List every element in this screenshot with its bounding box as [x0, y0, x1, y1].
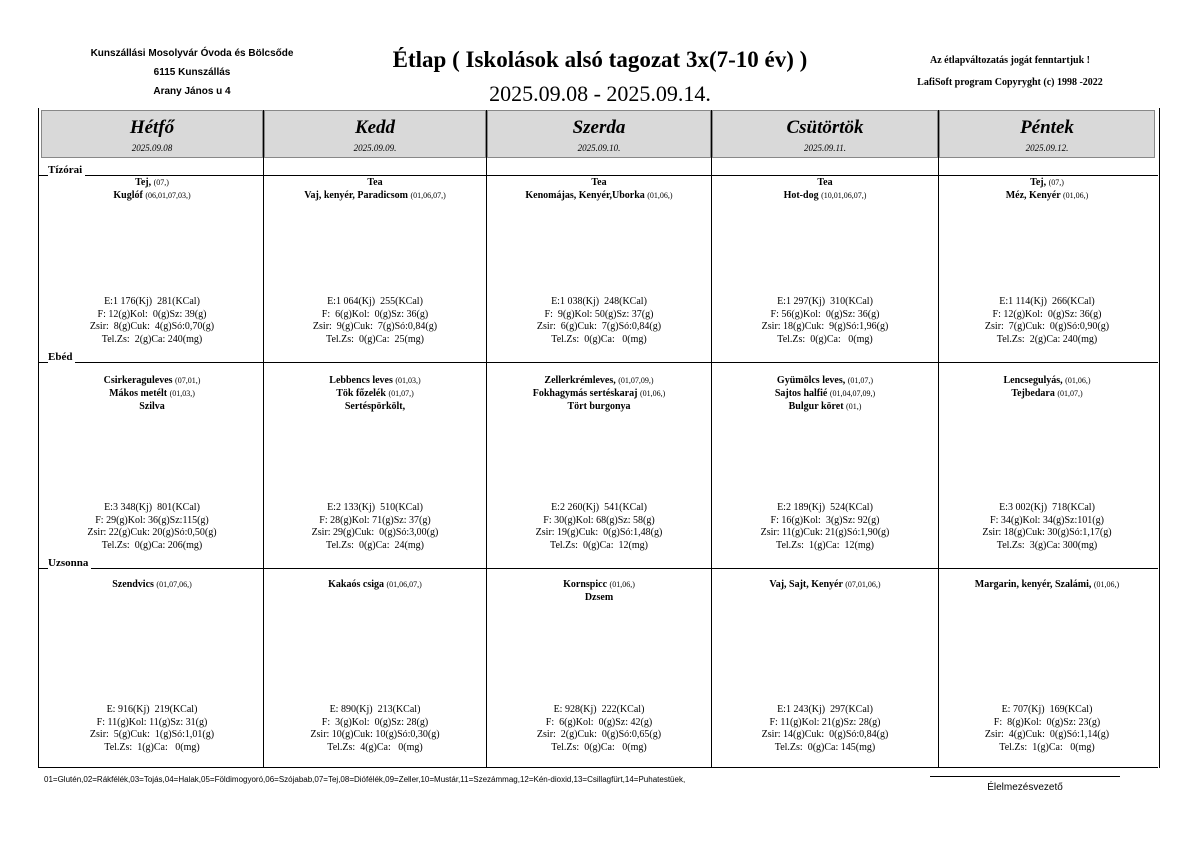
nutrition-line: Tel.Zs: 0(g)Ca: 12(mg) [550, 539, 648, 551]
allergen-codes: (07,) [153, 178, 169, 187]
food-item [940, 578, 1154, 591]
food-name: Tej, [1030, 177, 1047, 188]
nutrition-info [713, 704, 937, 754]
food-name: Lencsegulyás, [1003, 375, 1063, 386]
allergen-codes: (01,03,) [169, 389, 195, 398]
meal-items [42, 374, 262, 413]
allergen-codes: (01,04,07,09,) [829, 389, 876, 398]
food-item [488, 189, 710, 202]
meal-items [265, 374, 485, 413]
allergen-codes: (01,06,) [1093, 580, 1120, 589]
meal-items [42, 578, 262, 591]
food-name: Zellerkrémleves, [544, 375, 616, 386]
allergen-codes: (06,01,07,03,) [145, 191, 191, 200]
food-item [713, 176, 937, 189]
food-name: Tea [367, 177, 383, 188]
allergen-codes: (01,07,) [388, 389, 414, 398]
column-divider [711, 110, 712, 767]
nutrition-line: E: 928(Kj) 222(KCal) [553, 704, 645, 715]
meal-items [940, 578, 1154, 591]
meal-items [265, 578, 485, 591]
food-item [488, 591, 710, 604]
nutrition-line: E: 890(Kj) 213(KCal) [329, 704, 421, 715]
nutrition-line: Zsir: 11(g)Cuk: 21(g)Só:1,90(g) [760, 527, 890, 538]
day-name: Szerda [572, 117, 626, 138]
nutrition-info [42, 502, 262, 552]
food-item [488, 400, 710, 413]
meal-items [488, 374, 710, 413]
nutrition-line: Zsir: 4(g)Cuk: 0(g)Só:1,14(g) [984, 729, 1110, 740]
meal-row-divider [38, 568, 1158, 569]
food-item [265, 189, 485, 202]
nutrition-line: F: 6(g)Kol: 0(g)Sz: 36(g) [321, 308, 429, 320]
nutrition-line: F: 8(g)Kol: 0(g)Sz: 23(g) [993, 716, 1101, 728]
food-item [42, 176, 262, 189]
nutrition-info [265, 704, 485, 754]
nutrition-line: Tel.Zs: 0(g)Ca: 25(mg) [326, 333, 424, 345]
nutrition-line: E:1 114(Kj) 266(KCal) [999, 296, 1095, 307]
meal-items [42, 176, 262, 202]
allergen-codes: (01,06,07,) [386, 580, 422, 589]
nutrition-line: F: 9(g)Kol: 50(g)Sz: 37(g) [544, 308, 654, 320]
nutrition-info [940, 296, 1154, 346]
day-name: Kedd [354, 117, 396, 138]
nutrition-line: Zsir: 2(g)Cuk: 0(g)Só:0,65(g) [536, 729, 662, 740]
nutrition-line: E:3 002(Kj) 718(KCal) [999, 502, 1095, 513]
food-item [42, 578, 262, 591]
food-item [713, 578, 937, 591]
nutrition-line: Tel.Zs: 0(g)Ca: 0(mg) [551, 741, 647, 753]
menu-table-bottom-border [38, 767, 1158, 768]
nutrition-line: Tel.Zs: 0(g)Ca: 145(mg) [774, 741, 876, 753]
nutrition-line: E:2 260(Kj) 541(KCal) [551, 502, 647, 513]
nutrition-line: E: 916(Kj) 219(KCal) [106, 704, 198, 715]
food-name: Sajtos halfié [774, 388, 828, 399]
column-divider [263, 110, 264, 767]
header-notices [860, 50, 1160, 94]
day-header [487, 110, 711, 158]
nutrition-line: Tel.Zs: 1(g)Ca: 12(mg) [776, 539, 874, 551]
nutrition-line: Zsir: 29(g)Cuk: 0(g)Só:3,00(g) [311, 527, 439, 538]
nutrition-line: F: 29(g)Kol: 36(g)Sz:115(g) [95, 514, 209, 526]
change-notice: Az étlapváltozatás jogát fenntartjuk ! [930, 55, 1090, 66]
allergen-codes: (07,01,) [175, 376, 201, 385]
nutrition-info [42, 296, 262, 346]
allergen-codes: (01,07,09,) [618, 376, 654, 385]
nutrition-line: Zsir: 18(g)Cuk: 9(g)Só:1,96(g) [761, 321, 889, 332]
nutrition-line: Tel.Zs: 0(g)Ca: 0(mg) [551, 333, 647, 345]
nutrition-line: Tel.Zs: 3(g)Ca: 300(mg) [996, 539, 1098, 551]
nutrition-line: Zsir: 14(g)Cuk: 0(g)Só:0,84(g) [761, 729, 889, 740]
column-divider [486, 110, 487, 767]
allergen-codes: (01,06,) [639, 389, 666, 398]
food-item [713, 374, 937, 387]
food-item [488, 176, 710, 189]
day-date: 2025.09.11. [803, 143, 847, 153]
food-item [940, 176, 1154, 189]
nutrition-line: Zsir: 18(g)Cuk: 30(g)Só:1,17(g) [982, 527, 1112, 538]
nutrition-info [940, 502, 1154, 552]
nutrition-line: Tel.Zs: 1(g)Ca: 0(mg) [999, 741, 1095, 753]
meal-items [713, 578, 937, 591]
nutrition-info [42, 704, 262, 754]
day-header [939, 110, 1155, 158]
nutrition-line: E:1 176(Kj) 281(KCal) [104, 296, 200, 307]
nutrition-line: Zsir: 22(g)Cuk: 20(g)Só:0,50(g) [87, 527, 217, 538]
food-name: Szendvics [112, 579, 154, 590]
nutrition-line: Tel.Zs: 4(g)Ca: 0(mg) [327, 741, 423, 753]
nutrition-line: E:3 348(Kj) 801(KCal) [104, 502, 200, 513]
day-header [41, 110, 263, 158]
header-organization [62, 44, 322, 101]
allergen-codes: (01,07,06,) [156, 580, 192, 589]
nutrition-line: E:1 297(Kj) 310(KCal) [777, 296, 873, 307]
nutrition-line: Tel.Zs: 2(g)Ca: 240(mg) [101, 333, 203, 345]
food-item [42, 189, 262, 202]
nutrition-line: Zsir: 6(g)Cuk: 7(g)Só:0,84(g) [536, 321, 662, 332]
food-name: Lebbencs leves [329, 375, 393, 386]
nutrition-info [488, 704, 710, 754]
nutrition-line: E:2 189(Kj) 524(KCal) [777, 502, 873, 513]
food-name: Méz, Kenyér [1005, 190, 1061, 201]
nutrition-line: F: 56(g)Kol: 0(g)Sz: 36(g) [770, 308, 880, 320]
nutrition-line: Zsir: 7(g)Cuk: 0(g)Só:0,90(g) [984, 321, 1110, 332]
day-date: 2025.09.10. [577, 143, 621, 153]
allergen-codes: (01,03,) [395, 376, 421, 385]
day-header [264, 110, 486, 158]
food-name: Tea [591, 177, 607, 188]
meal-row-divider [38, 362, 1158, 363]
day-name: Hétfő [129, 117, 175, 138]
meal-items [488, 578, 710, 604]
nutrition-line: Tel.Zs: 0(g)Ca: 0(mg) [777, 333, 873, 345]
day-name: Péntek [1020, 117, 1074, 138]
food-item [42, 400, 262, 413]
nutrition-line: Tel.Zs: 0(g)Ca: 206(mg) [101, 539, 203, 551]
meal-items [940, 374, 1154, 400]
meal-items [940, 176, 1154, 202]
food-item [940, 189, 1154, 202]
nutrition-line: F: 34(g)Kol: 34(g)Sz:101(g) [990, 514, 1104, 526]
nutrition-line: F: 30(g)Kol: 68(g)Sz: 58(g) [543, 514, 655, 526]
allergen-codes: (01,) [846, 402, 862, 411]
nutrition-line: F: 16(g)Kol: 3(g)Sz: 92(g) [770, 514, 880, 526]
allergen-codes: (01,06,) [1065, 376, 1091, 385]
allergen-codes: (07,01,06,) [845, 580, 881, 589]
food-name: Vaj, kenyér, Paradicsom [304, 190, 408, 201]
allergen-codes: (01,06,) [609, 580, 635, 589]
nutrition-line: E: 707(Kj) 169(KCal) [1001, 704, 1093, 715]
food-name: Csirkeraguleves [103, 375, 173, 386]
food-item [713, 387, 937, 400]
food-item [42, 374, 262, 387]
allergen-codes: (01,06,) [1062, 191, 1089, 200]
food-item [42, 387, 262, 400]
nutrition-line: E:1 243(Kj) 297(KCal) [777, 704, 873, 715]
nutrition-line: E:1 064(Kj) 255(KCal) [327, 296, 423, 307]
food-item [940, 374, 1154, 387]
nutrition-line: F: 12(g)Kol: 0(g)Sz: 36(g) [992, 308, 1102, 320]
food-item [265, 400, 485, 413]
food-item [265, 578, 485, 591]
food-name: Kornspicc [563, 579, 608, 590]
meal-items [713, 374, 937, 413]
food-name: Hot-dog [783, 190, 819, 201]
food-item [265, 176, 485, 189]
food-item [488, 578, 710, 591]
nutrition-line: E:2 133(Kj) 510(KCal) [327, 502, 423, 513]
allergen-legend: 01=Glutén,02=Rákfélék,03=Tojás,04=Halak,05=Földimogyoró,06=Szójabab,07=Tej,08=Diófélék,09=Zeller,10=Mustár,11=Szezámmag,12=Kén-dioxid,13=Csillagfürt,14=Puhatestüek, [44, 775, 686, 784]
meal-items [713, 176, 937, 202]
food-name: Kakaós csiga [328, 579, 384, 590]
food-item [713, 189, 937, 202]
menu-table-frame [38, 108, 1160, 768]
meal-items [488, 176, 710, 202]
food-item [488, 387, 710, 400]
allergen-codes: (07,) [1048, 178, 1064, 187]
meal-label-1: Ebéd [48, 350, 75, 364]
day-date: 2025.09.12. [1025, 143, 1069, 153]
org-street: Arany János u 4 [153, 86, 231, 97]
nutrition-line: F: 12(g)Kol: 0(g)Sz: 39(g) [97, 308, 207, 320]
copyright-notice: LafiSoft program Copyryght (c) 1998 -2022 [917, 77, 1103, 88]
day-date: 2025.09.08 [131, 143, 173, 153]
nutrition-line: Zsir: 8(g)Cuk: 4(g)Só:0,70(g) [89, 321, 215, 332]
day-date: 2025.09.09. [353, 143, 397, 153]
food-name: Dzsem [584, 592, 614, 603]
day-name: Csütörtök [786, 117, 864, 138]
meal-items [265, 176, 485, 202]
column-divider [938, 110, 939, 767]
food-name: Tej, [135, 177, 152, 188]
food-name: Margarin, kenyér, Szalámi, [974, 579, 1092, 590]
allergen-codes: (01,06,07,) [410, 191, 446, 200]
food-name: Kenomájas, Kenyér,Uborka [525, 190, 645, 201]
meal-label-0: Tízórai [48, 163, 85, 177]
nutrition-line: Tel.Zs: 1(g)Ca: 0(mg) [104, 741, 200, 753]
page-title: Étlap ( Iskolások alsó tagozat 3x(7-10 év) ) [392, 47, 808, 72]
nutrition-line: Zsir: 9(g)Cuk: 7(g)Só:0,84(g) [312, 321, 438, 332]
nutrition-info [488, 296, 710, 346]
allergen-codes: (01,07,) [1057, 389, 1083, 398]
food-item [265, 387, 485, 400]
nutrition-line: Tel.Zs: 0(g)Ca: 24(mg) [326, 539, 424, 551]
nutrition-line: F: 3(g)Kol: 0(g)Sz: 28(g) [321, 716, 429, 728]
food-name: Kuglóf [113, 190, 143, 201]
food-name: Tea [817, 177, 833, 188]
nutrition-line: F: 6(g)Kol: 0(g)Sz: 42(g) [545, 716, 653, 728]
food-name: Fokhagymás sertéskaraj [532, 388, 638, 399]
allergen-codes: (10,01,06,07,) [821, 191, 867, 200]
nutrition-info [713, 296, 937, 346]
food-name: Tejbedara [1011, 388, 1055, 399]
food-name: Tök főzelék [336, 388, 386, 399]
food-item [265, 374, 485, 387]
food-item [713, 400, 937, 413]
signature-line [930, 776, 1120, 777]
allergen-codes: (01,06,) [647, 191, 673, 200]
food-name: Vaj, Sajt, Kenyér [769, 579, 843, 590]
nutrition-line: Zsir: 19(g)Cuk: 0(g)Só:1,48(g) [535, 527, 663, 538]
nutrition-line: F: 11(g)Kol: 21(g)Sz: 28(g) [769, 716, 881, 728]
nutrition-info [265, 296, 485, 346]
food-name: Szilva [139, 401, 165, 412]
org-name: Kunszállási Mosolyvár Óvoda és Bölcsőde [90, 48, 294, 59]
nutrition-line: F: 28(g)Kol: 71(g)Sz: 37(g) [319, 514, 431, 526]
food-item [488, 374, 710, 387]
food-name: Tört burgonya [567, 401, 631, 412]
nutrition-line: E:1 038(Kj) 248(KCal) [551, 296, 647, 307]
date-range: 2025.09.08 - 2025.09.14. [489, 81, 711, 106]
day-header [712, 110, 938, 158]
nutrition-line: Zsir: 5(g)Cuk: 1(g)Só:1,01(g) [89, 729, 215, 740]
nutrition-info [940, 704, 1154, 754]
nutrition-line: Zsir: 10(g)Cuk: 10(g)Só:0,30(g) [310, 729, 440, 740]
food-item [940, 387, 1154, 400]
nutrition-info [265, 502, 485, 552]
nutrition-line: F: 11(g)Kol: 11(g)Sz: 31(g) [96, 716, 208, 728]
food-name: Sertéspörkölt, [344, 401, 406, 412]
food-name: Bulgur köret [788, 401, 844, 412]
allergen-codes: (01,07,) [847, 376, 874, 385]
org-postal: 6115 Kunszállás [153, 67, 231, 78]
food-name: Gyümölcs leves, [776, 375, 846, 386]
nutrition-info [713, 502, 937, 552]
nutrition-line: Tel.Zs: 2(g)Ca: 240(mg) [996, 333, 1098, 345]
meal-label-2: Uzsonna [48, 556, 91, 570]
signature-label: Élelmezésvezető [987, 782, 1063, 793]
food-name: Mákos metélt [109, 388, 168, 399]
nutrition-info [488, 502, 710, 552]
